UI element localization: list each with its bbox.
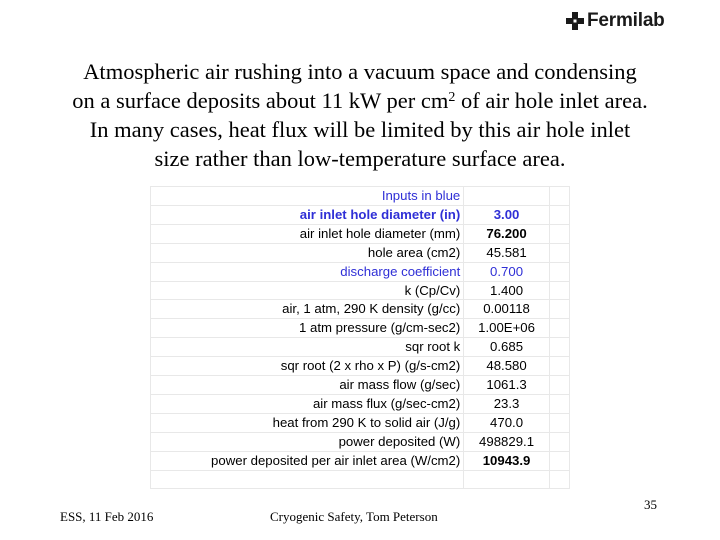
table-row	[151, 413, 570, 432]
table-empty-row	[151, 470, 570, 489]
row-value: 1.00E+06	[464, 319, 550, 338]
row-label: discharge coefficient	[151, 262, 464, 281]
row-label: air mass flow (g/sec)	[151, 376, 464, 395]
table-row	[151, 338, 570, 357]
table-row	[151, 243, 570, 262]
row-label: air inlet hole diameter (in)	[151, 205, 464, 224]
inputs-note: Inputs in blue	[151, 187, 464, 206]
row-label: air inlet hole diameter (mm)	[151, 224, 464, 243]
row-value: 10943.9	[464, 451, 550, 470]
slide-heading	[30, 57, 690, 173]
footer-event-date: ESS, 11 Feb 2016	[60, 509, 154, 524]
fermilab-logo	[566, 10, 665, 32]
row-value: 48.580	[464, 357, 550, 376]
table-row	[151, 205, 570, 224]
table-row	[151, 319, 570, 338]
row-value: 0.700	[464, 262, 550, 281]
row-label: air, 1 atm, 290 K density (g/cc)	[151, 300, 464, 319]
heading-line-2	[30, 86, 690, 115]
row-label: heat from 290 K to solid air (J/g)	[151, 413, 464, 432]
table-row	[151, 224, 570, 243]
row-label: k (Cp/Cv)	[151, 281, 464, 300]
row-value: 0.00118	[464, 300, 550, 319]
slide-number: 35	[644, 497, 657, 512]
table-row	[151, 262, 570, 281]
table-row	[151, 376, 570, 395]
table-row	[151, 300, 570, 319]
table-row	[151, 281, 570, 300]
table-row	[151, 451, 570, 470]
heading-line-3: In many cases, heat flux will be limited by this air hole inlet	[89, 117, 631, 142]
row-value: 470.0	[464, 413, 550, 432]
row-label: air mass flux (g/sec-cm2)	[151, 394, 464, 413]
row-label: sqr root k	[151, 338, 464, 357]
heading-superscript: 2	[448, 90, 456, 105]
heading-line-2-start: on a surface deposits about 11 kW per cm	[72, 88, 449, 113]
heading-line-2-end: of air hole inlet area.	[455, 88, 648, 113]
row-label: power deposited (W)	[151, 432, 464, 451]
row-value: 0.685	[464, 338, 550, 357]
row-value: 76.200	[464, 224, 550, 243]
heading-line-1: Atmospheric air rushing into a vacuum space and condensing	[83, 59, 637, 84]
table-row	[151, 357, 570, 376]
table-header-row	[151, 187, 570, 206]
row-label: 1 atm pressure (g/cm-sec2)	[151, 319, 464, 338]
row-value: 498829.1	[464, 432, 550, 451]
heading-line-4: size rather than low-temperature surface area.	[154, 146, 566, 171]
table-row	[151, 432, 570, 451]
row-label: sqr root (2 x rho x P) (g/s-cm2)	[151, 357, 464, 376]
row-value: 3.00	[464, 205, 550, 224]
fermilab-mark-icon	[566, 12, 584, 30]
row-value: 1.400	[464, 281, 550, 300]
logo-text: Fermilab	[587, 10, 665, 31]
table-row	[151, 394, 570, 413]
spreadsheet-table	[150, 186, 570, 466]
row-label: hole area (cm2)	[151, 243, 464, 262]
row-value: 45.581	[464, 243, 550, 262]
footer-title-author: Cryogenic Safety, Tom Peterson	[270, 509, 438, 524]
row-label: power deposited per air inlet area (W/cm2)	[151, 451, 464, 470]
row-value: 23.3	[464, 394, 550, 413]
row-value: 1061.3	[464, 376, 550, 395]
